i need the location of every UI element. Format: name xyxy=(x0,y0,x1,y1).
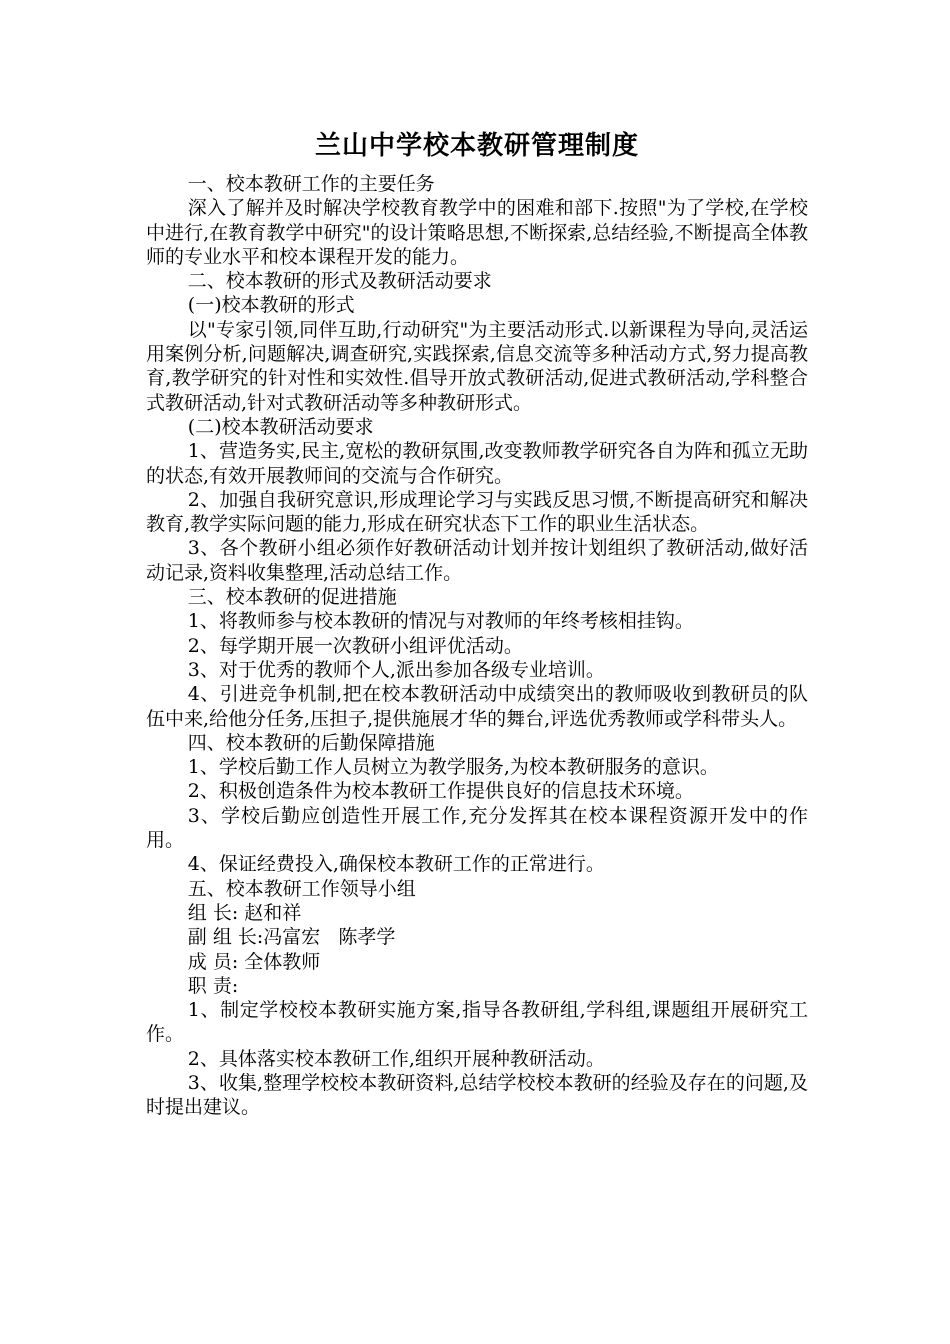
subsection-heading: (一)校本教研的形式 xyxy=(187,294,355,317)
document-page xyxy=(146,128,808,1120)
section-heading-3: 三、校本教研的促进措施 xyxy=(187,586,397,609)
section-heading-5: 五、校本教研工作领导小组 xyxy=(187,877,416,900)
section-heading-1: 一、校本教研工作的主要任务 xyxy=(187,173,435,195)
document-title: 兰山中学校本教研管理制度 xyxy=(314,131,639,161)
list-item: 1、将教师参与校本教研的情况与对教师的年终考核相挂钩。 xyxy=(187,610,694,633)
group-deputy-leaders: 副 组 长:冯富宏 陈孝学 xyxy=(187,926,396,949)
paragraph: 以"专家引领,同伴互助,行动研究"为主要活动形式.以新课程为导向,灵活运用案例分析,问题解决,调查研究,实践探索,信息交流等多种活动方式,努力提高教育,教学研究的针对性和实效性.倡导开放式教研活动,促进式教研活动,学科整合式教研活动,针对式教研活动等多种教研形式。 xyxy=(146,318,808,414)
list-item: 2、加强自我研究意识,形成理论学习与实践反思习惯,不断提高研究和解决教育,教学实际问题的能力,形成在研究状态下工作的职业生活状态。 xyxy=(146,488,808,536)
list-item: 2、积极创造条件为校本教研工作提供良好的信息技术环境。 xyxy=(187,780,694,803)
group-members: 成 员: 全体教师 xyxy=(187,950,321,973)
list-item: 2、具体落实校本教研工作,组织开展种教研活动。 xyxy=(187,1047,605,1070)
list-item: 2、每学期开展一次教研小组评优活动。 xyxy=(187,634,523,657)
list-item: 3、各个教研小组必须作好教研活动计划并按计划组织了教研活动,做好活动记录,资料收集整理,活动总结工作。 xyxy=(146,537,808,584)
list-item: 1、学校后勤工作人员树立为教学服务,为校本教研服务的意识。 xyxy=(187,756,719,779)
section-heading-4: 四、校本教研的后勤保障措施 xyxy=(187,731,435,754)
list-item: 4、保证经费投入,确保校本教研工作的正常进行。 xyxy=(187,853,605,876)
list-item: 1、营造务实,民主,宽松的教研氛围,改变教师教学研究各自为阵和孤立无助的状态,有效开展教师间的交流与合作研究。 xyxy=(146,440,808,487)
list-item: 3、收集,整理学校校本教研资料,总结学校校本教研的经验及存在的问题,及时提出建议。 xyxy=(146,1071,808,1119)
subsection-heading: (二)校本教研活动要求 xyxy=(187,415,374,438)
list-item: 4、引进竞争机制,把在校本教研活动中成绩突出的教师吸收到教研员的队伍中来,给他分任务,压担子,提供施展才华的舞台,评选优秀教师或学科带头人。 xyxy=(146,683,808,730)
paragraph: 深入了解并及时解决学校教育教学中的困难和部下.按照"为了学校,在学校中进行,在教育教学中研究"的设计策略思想,不断探索,总结经验,不断提高全体教师的专业水平和校本课程开发的能力。 xyxy=(146,197,808,268)
document-body xyxy=(146,172,808,1120)
group-leader: 组 长: 赵和祥 xyxy=(187,901,302,924)
duties-heading: 职 责: xyxy=(187,974,239,997)
list-item: 1、制定学校校本教研实施方案,指导各教研组,学科组,课题组开展研究工作。 xyxy=(146,999,808,1046)
list-item: 3、学校后勤应创造性开展工作,充分发挥其在校本课程资源开发中的作用。 xyxy=(146,804,808,852)
list-item: 3、对于优秀的教师个人,派出参加各级专业培训。 xyxy=(187,658,605,681)
section-heading-2: 二、校本教研的形式及教研活动要求 xyxy=(187,270,492,293)
